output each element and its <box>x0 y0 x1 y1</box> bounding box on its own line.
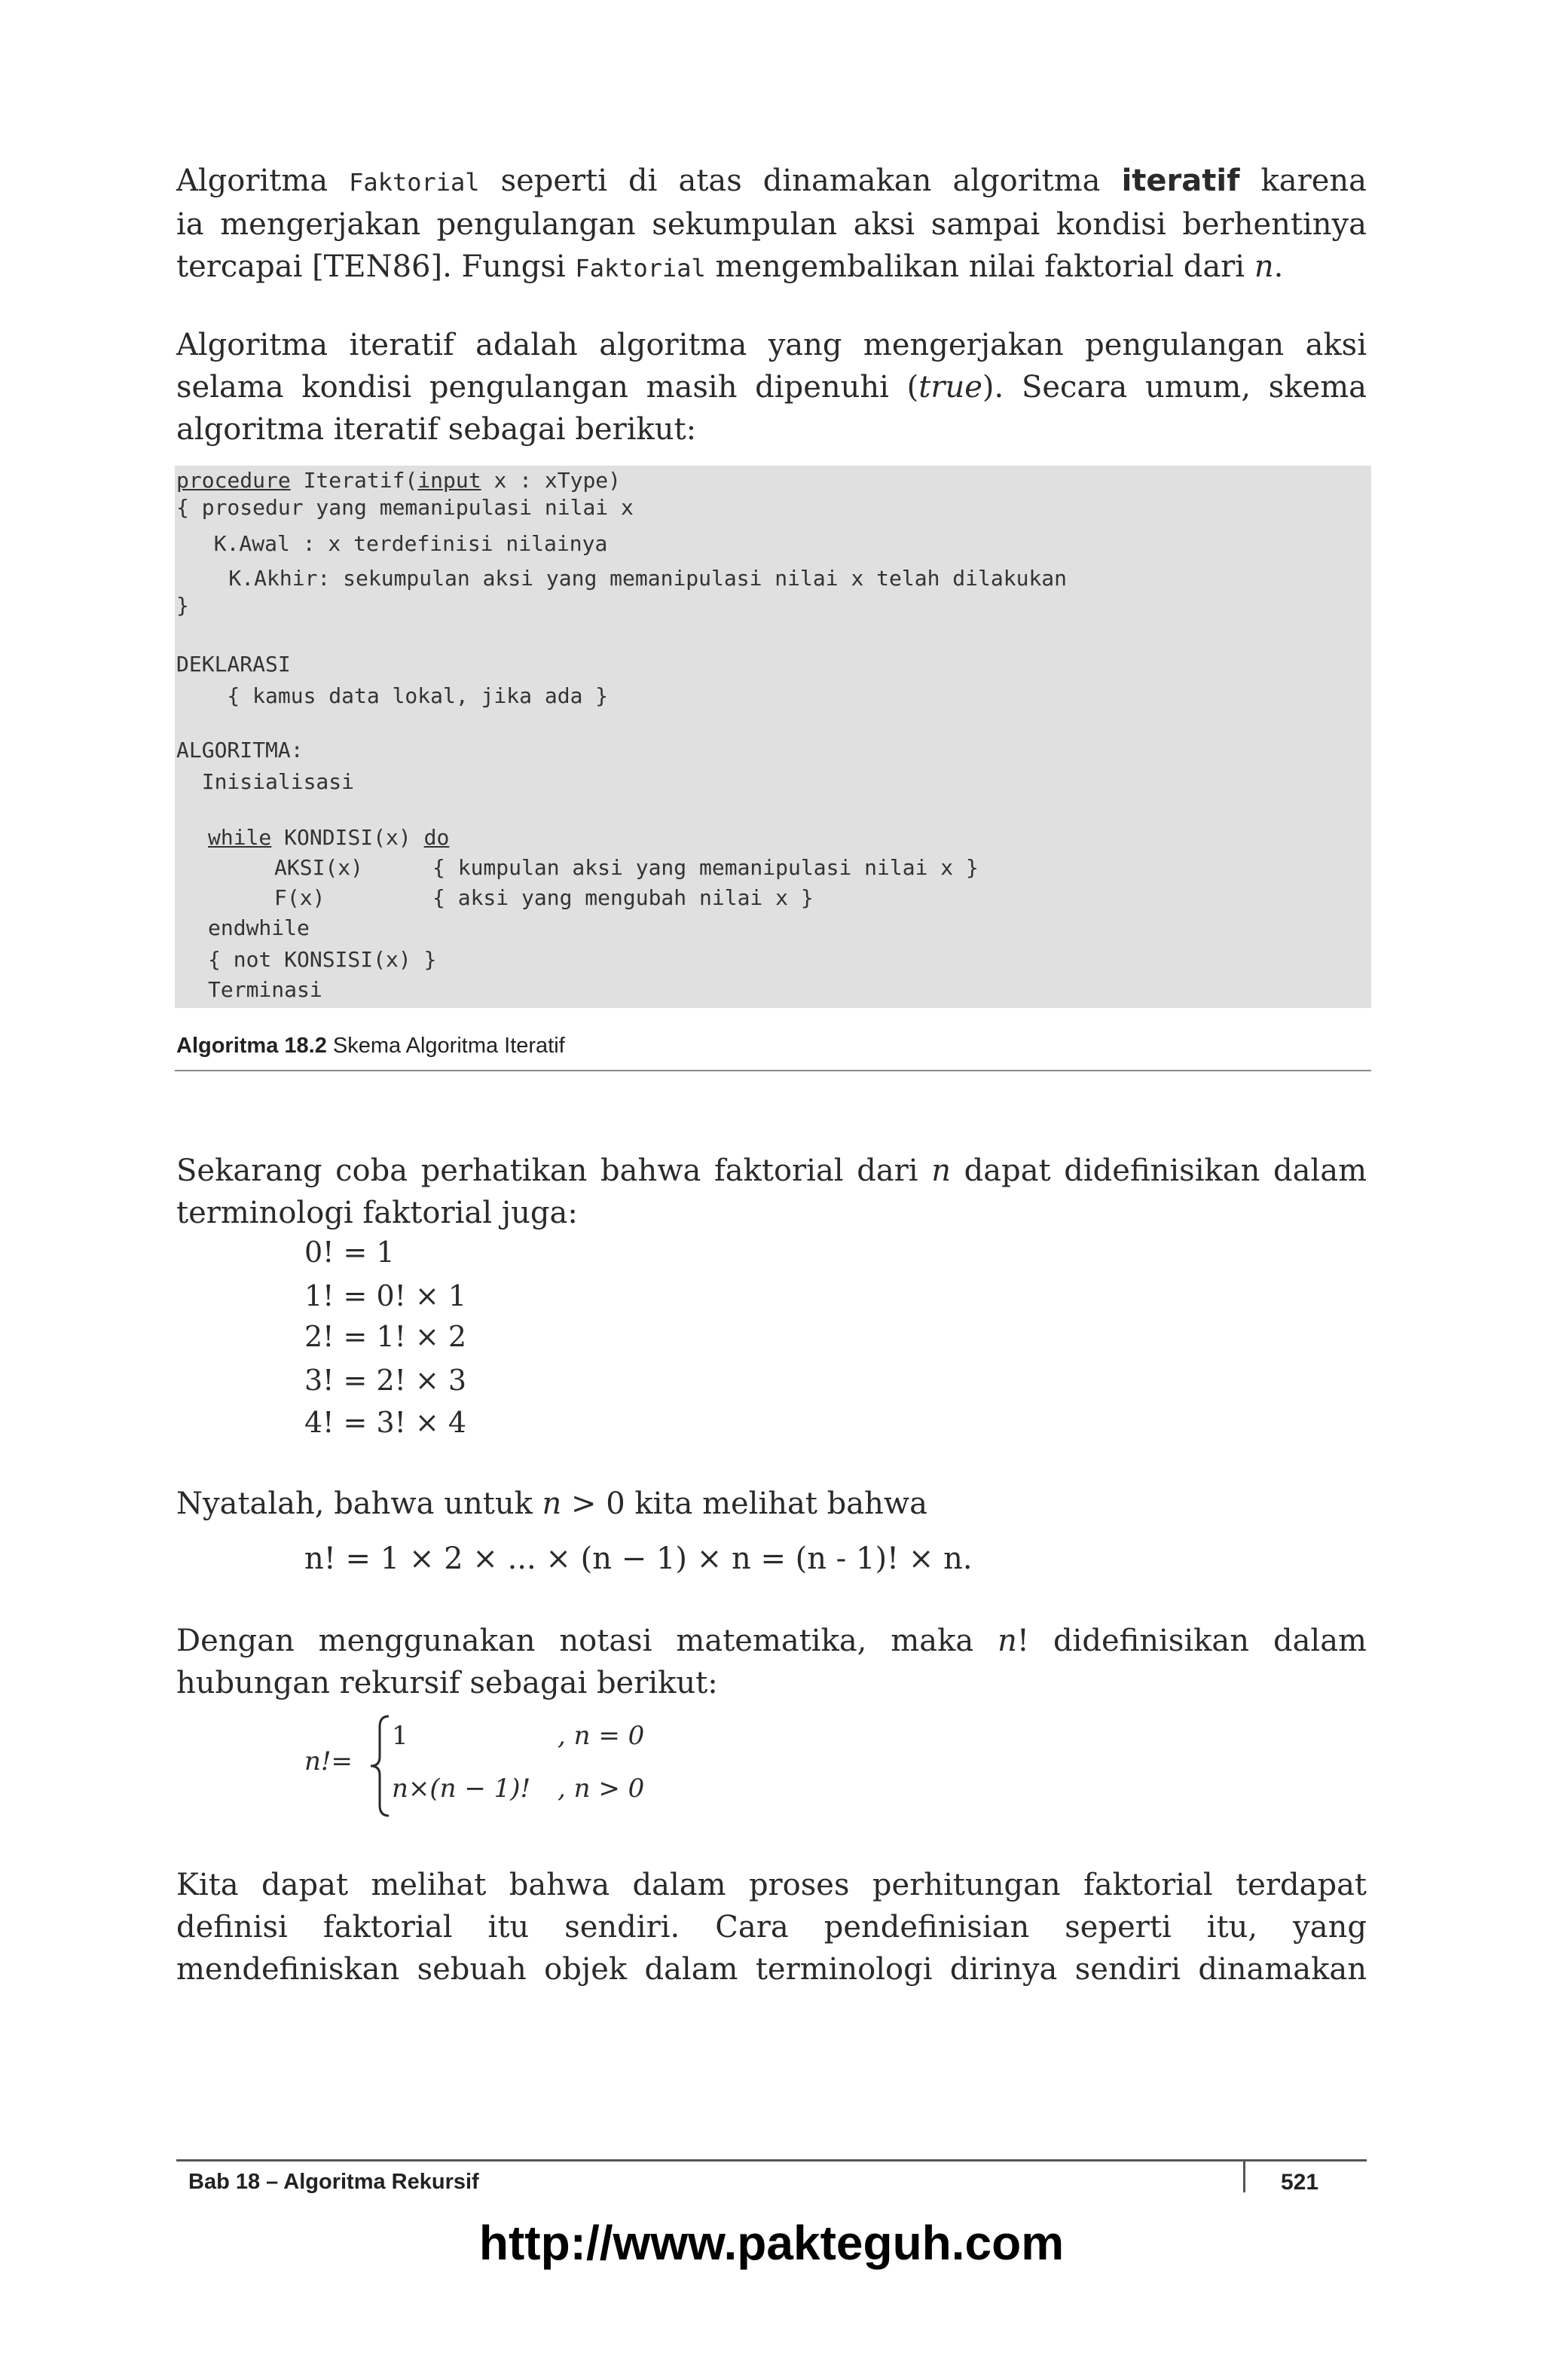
paragraph-line: Kita dapat melihat bahwa dalam proses perhitungan faktorial terdapat <box>176 1868 1367 1902</box>
page-number: 521 <box>1281 2170 1319 2195</box>
code-comment: { kumpulan aksi yang memanipulasi nilai x } <box>432 855 979 880</box>
code-line: K.Akhir: sekumpulan aksi yang memanipulasi nilai x telah dilakukan <box>178 566 1068 591</box>
factorial-equation: 2! = 1! × 2 <box>304 1320 467 1353</box>
code-line: } <box>176 593 189 618</box>
paragraph-line: Algoritma Faktorial seperti di atas dinamakan algoritma iteratif karena <box>176 163 1367 198</box>
footer-divider <box>176 2159 1367 2162</box>
code-line: F(x) <box>274 885 325 910</box>
case-value: n×(n − 1)! <box>392 1774 531 1804</box>
code-line: { kamus data lokal, jika ada } <box>176 683 609 708</box>
paragraph-line: Sekarang coba perhatikan bahwa faktorial dari n dapat didefinisikan dalam <box>176 1153 1367 1188</box>
paragraph-iteratif-intro <box>176 160 1367 289</box>
code-comment: { aksi yang mengubah nilai x } <box>432 885 814 910</box>
code-line: while KONDISI(x) do <box>208 825 450 850</box>
code-line: DEKLARASI <box>176 652 291 677</box>
paragraph-line: Algoritma iteratif adalah algoritma yang mengerjakan pengulangan aksi <box>176 328 1367 362</box>
paragraph-line: Dengan menggunakan notasi matematika, maka n! didefinisikan dalam <box>176 1624 1367 1658</box>
paragraph-line: hubungan rekursif sebagai berikut: <box>176 1666 718 1700</box>
paragraph-factorial-terminology <box>176 1150 1367 1234</box>
code-line: ALGORITMA: <box>176 738 304 762</box>
paragraph-line: algoritma iteratif sebagai berikut: <box>176 412 697 447</box>
factorial-product-formula: n! = 1 × 2 × ... × (n − 1) × n = (n - 1)! × n. <box>304 1541 973 1576</box>
case-condition: , n = 0 <box>558 1721 645 1751</box>
paragraph-self-definition <box>176 1864 1367 1990</box>
paragraph-line: mendefiniskan sebuah objek dalam terminologi dirinya sendiri dinamakan <box>176 1952 1367 1987</box>
paragraph-iteratif-definition <box>176 324 1367 451</box>
factorial-equation: 3! = 2! × 3 <box>304 1364 467 1397</box>
code-line: Inisialisasi <box>176 769 355 794</box>
code-line: { not KONSISI(x) } <box>208 947 437 972</box>
paragraph-line: selama kondisi pengulangan masih dipenuhi (true). Secara umum, skema <box>176 370 1367 405</box>
paragraph-math-notation <box>176 1620 1367 1704</box>
paragraph-line: ia mengerjakan pengulangan sekumpulan aksi sampai kondisi berhentinya <box>176 207 1367 242</box>
code-line: { prosedur yang memanipulasi nilai x <box>176 495 634 520</box>
paragraph-line: definisi faktorial itu sendiri. Cara pendefinisian seperti itu, yang <box>176 1910 1367 1945</box>
paragraph-line: terminologi faktorial juga: <box>176 1196 578 1230</box>
factorial-equation: 0! = 1 <box>304 1236 395 1269</box>
paragraph-line: tercapai [TEN86]. Fungsi Faktorial mengembalikan nilai faktorial dari n. <box>176 249 1284 284</box>
watermark-url: http://www.pakteguh.com <box>478 2216 1065 2270</box>
figure-caption: Algoritma 18.2 Skema Algoritma Iteratif <box>176 1034 565 1058</box>
code-line: K.Awal : x terdefinisi nilainya <box>188 531 608 556</box>
paragraph-line: Nyatalah, bahwa untuk n > 0 kita melihat bahwa <box>176 1486 927 1521</box>
recursive-lhs: n!= <box>304 1746 353 1777</box>
footer-page-separator <box>1243 2159 1245 2192</box>
code-line: procedure Iteratif(input x : xType) <box>176 468 622 493</box>
caption-divider <box>175 1070 1371 1071</box>
code-line: endwhile <box>208 915 310 940</box>
case-value: 1 <box>392 1721 408 1751</box>
factorial-equation: 1! = 0! × 1 <box>304 1279 467 1312</box>
code-line: AKSI(x) <box>274 855 364 880</box>
code-line: Terminasi <box>208 977 322 1002</box>
case-condition: , n > 0 <box>558 1774 645 1804</box>
paragraph-observation <box>176 1483 1367 1525</box>
footer-chapter: Bab 18 – Algoritma Rekursif <box>188 2170 479 2194</box>
factorial-equation: 4! = 3! × 4 <box>304 1406 467 1439</box>
